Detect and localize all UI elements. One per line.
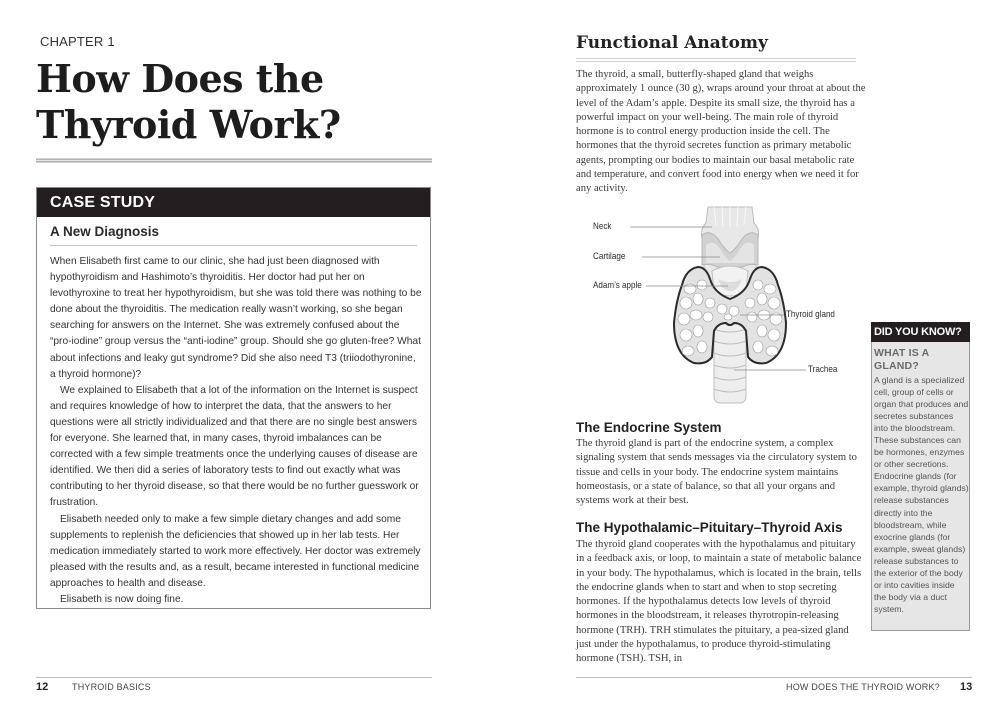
chapter-title: [36, 56, 436, 148]
label-cartilage: Cartilage: [593, 251, 626, 262]
running-head-right: HOW DOES THE THYROID WORK?: [786, 682, 940, 692]
case-study-header: CASE STUDY: [37, 188, 430, 217]
case-study-rule: [50, 245, 417, 246]
label-trachea: Trachea: [808, 364, 838, 375]
intro-paragraph: [576, 68, 866, 197]
label-adams-apple: Adam’s apple: [593, 280, 642, 291]
case-study-body: [50, 254, 422, 608]
case-paragraph: Elisabeth needed only to make a few simple dietary changes and add some supplements to replenish the deficiencies that showed up in her lab tests. Her medication immediately started to work more effectively. Her doctor was extremely pleased with the results and, as a result, became interested in functional medicine approaches to health and disease.: [50, 513, 421, 589]
label-neck: Neck: [593, 221, 612, 232]
footer-rule-left: [36, 677, 432, 678]
did-you-know-box: [871, 322, 970, 631]
case-paragraph: We explained to Elisabeth that a lot of the information on the Internet is suspect and requires knowledge of how to interpret the data, that the answers to her questions were all strictly individualized and that there are no single best answers for everyone. She learned that, in many cases, thyroid imbalances can be corrected with a few simple treatments once the underlying causes of disease are identified. We then did a series of laboratory tests to find out exactly what was contributing to her thyroid disease, so that there would be no further guesswork or frustration.: [50, 384, 419, 509]
did-you-know-header: DID YOU KNOW?: [871, 322, 970, 342]
running-head-left: THYROID BASICS: [72, 682, 151, 692]
chapter-label: CHAPTER 1: [40, 34, 115, 49]
thyroid-illustration: [590, 205, 850, 405]
hpt-axis-body: [576, 538, 866, 667]
did-you-know-body: A gland is a specialized cell, group of cells or organ that produces and secretes substances into the bloodstream. These substances can be hormones, enzymes or other secretions. Endocrine glands (for example, thyroid glands) release substances directly into the bloodstream, while exocrine glands (for example, sweat glands) release substances to the exterior of the body or into cavities inside the body via a duct system.: [874, 375, 969, 614]
hpt-axis-text: The thyroid gland cooperates with the hypothalamus and pituitary in a feedback axis, or loop, to maintain a state of metabolic balance in your body. The hypothalamus, which is located in the brain, tells the endocrine glands when to start and when to stop secreting hormones. If the hypothalamus detects low levels of thyroid hormones in the bloodstream, it releases thyrotropin-releasing hormone (TRH). TRH stimulates the pituitary, a pea-sized gland just under the hypothalamus, to produce thyroid-stimulating hormone (TSH). TSH, in: [576, 539, 862, 665]
section-title: Functional Anatomy: [576, 33, 768, 53]
section-rule: [576, 58, 856, 62]
hpt-axis-heading: The Hypothalamic–Pituitary–Thyroid Axis: [576, 520, 843, 535]
chapter-title-line-1: How Does the: [36, 56, 324, 101]
case-paragraph: When Elisabeth first came to our clinic, she had just been diagnosed with hypothyroidism and Hashimoto’s thyroiditis. Her doctor had put her on levothyroxine to treat her hypothyroidism, but she was told there was nothing to be done about the thyroiditis. The medication really wasn’t working, so she began searching for answers on the Internet. She was extremely confused about the “pro-iodine” group versus the “anti-iodine” group. Should she go gluten-free? What about infections and leaky gut syndrome? Did she also need T3 (triiodothyronine, a thyroid hormone)?: [50, 256, 422, 380]
page-number-left: 12: [36, 681, 49, 693]
chapter-title-line-2: Thyroid Work?: [36, 102, 341, 147]
thyroid-diagram: [590, 205, 850, 405]
endocrine-body: [576, 437, 866, 508]
endocrine-text: The thyroid gland is part of the endocrine system, a complex signaling system that sends messages via the circulatory system to tissue and cells in your body. The endocrine system maintains homeostasis, or a state of balance, so that all your organs and systems work at their best.: [576, 438, 857, 507]
intro-text: The thyroid, a small, butterfly-shaped gland that weighs approximately 1 ounce (30 g), wraps around your throat at about the level of the Adam’s apple. Despite its small size, the thyroid has a powerful impact on your well-being. The main role of thyroid hormone is to control energy production inside the cell. The hormones that the thyroid secretes function as primary metabolic agents, prompting our bodies to maintain our basal metabolic rate and temperature, and convert food into energy when we need it for any activity.: [576, 69, 866, 195]
label-thyroid-gland: Thyroid gland: [786, 309, 835, 320]
case-study-subtitle: A New Diagnosis: [50, 224, 160, 239]
page-number-right: 13: [960, 681, 973, 693]
dotted-divider: [36, 158, 432, 163]
case-study-box: [36, 187, 431, 609]
case-paragraph: Elisabeth is now doing fine.: [60, 593, 184, 605]
endocrine-heading: The Endocrine System: [576, 420, 722, 435]
footer-rule-right: [576, 677, 972, 678]
did-you-know-subtitle: WHAT IS A GLAND?: [874, 347, 930, 372]
